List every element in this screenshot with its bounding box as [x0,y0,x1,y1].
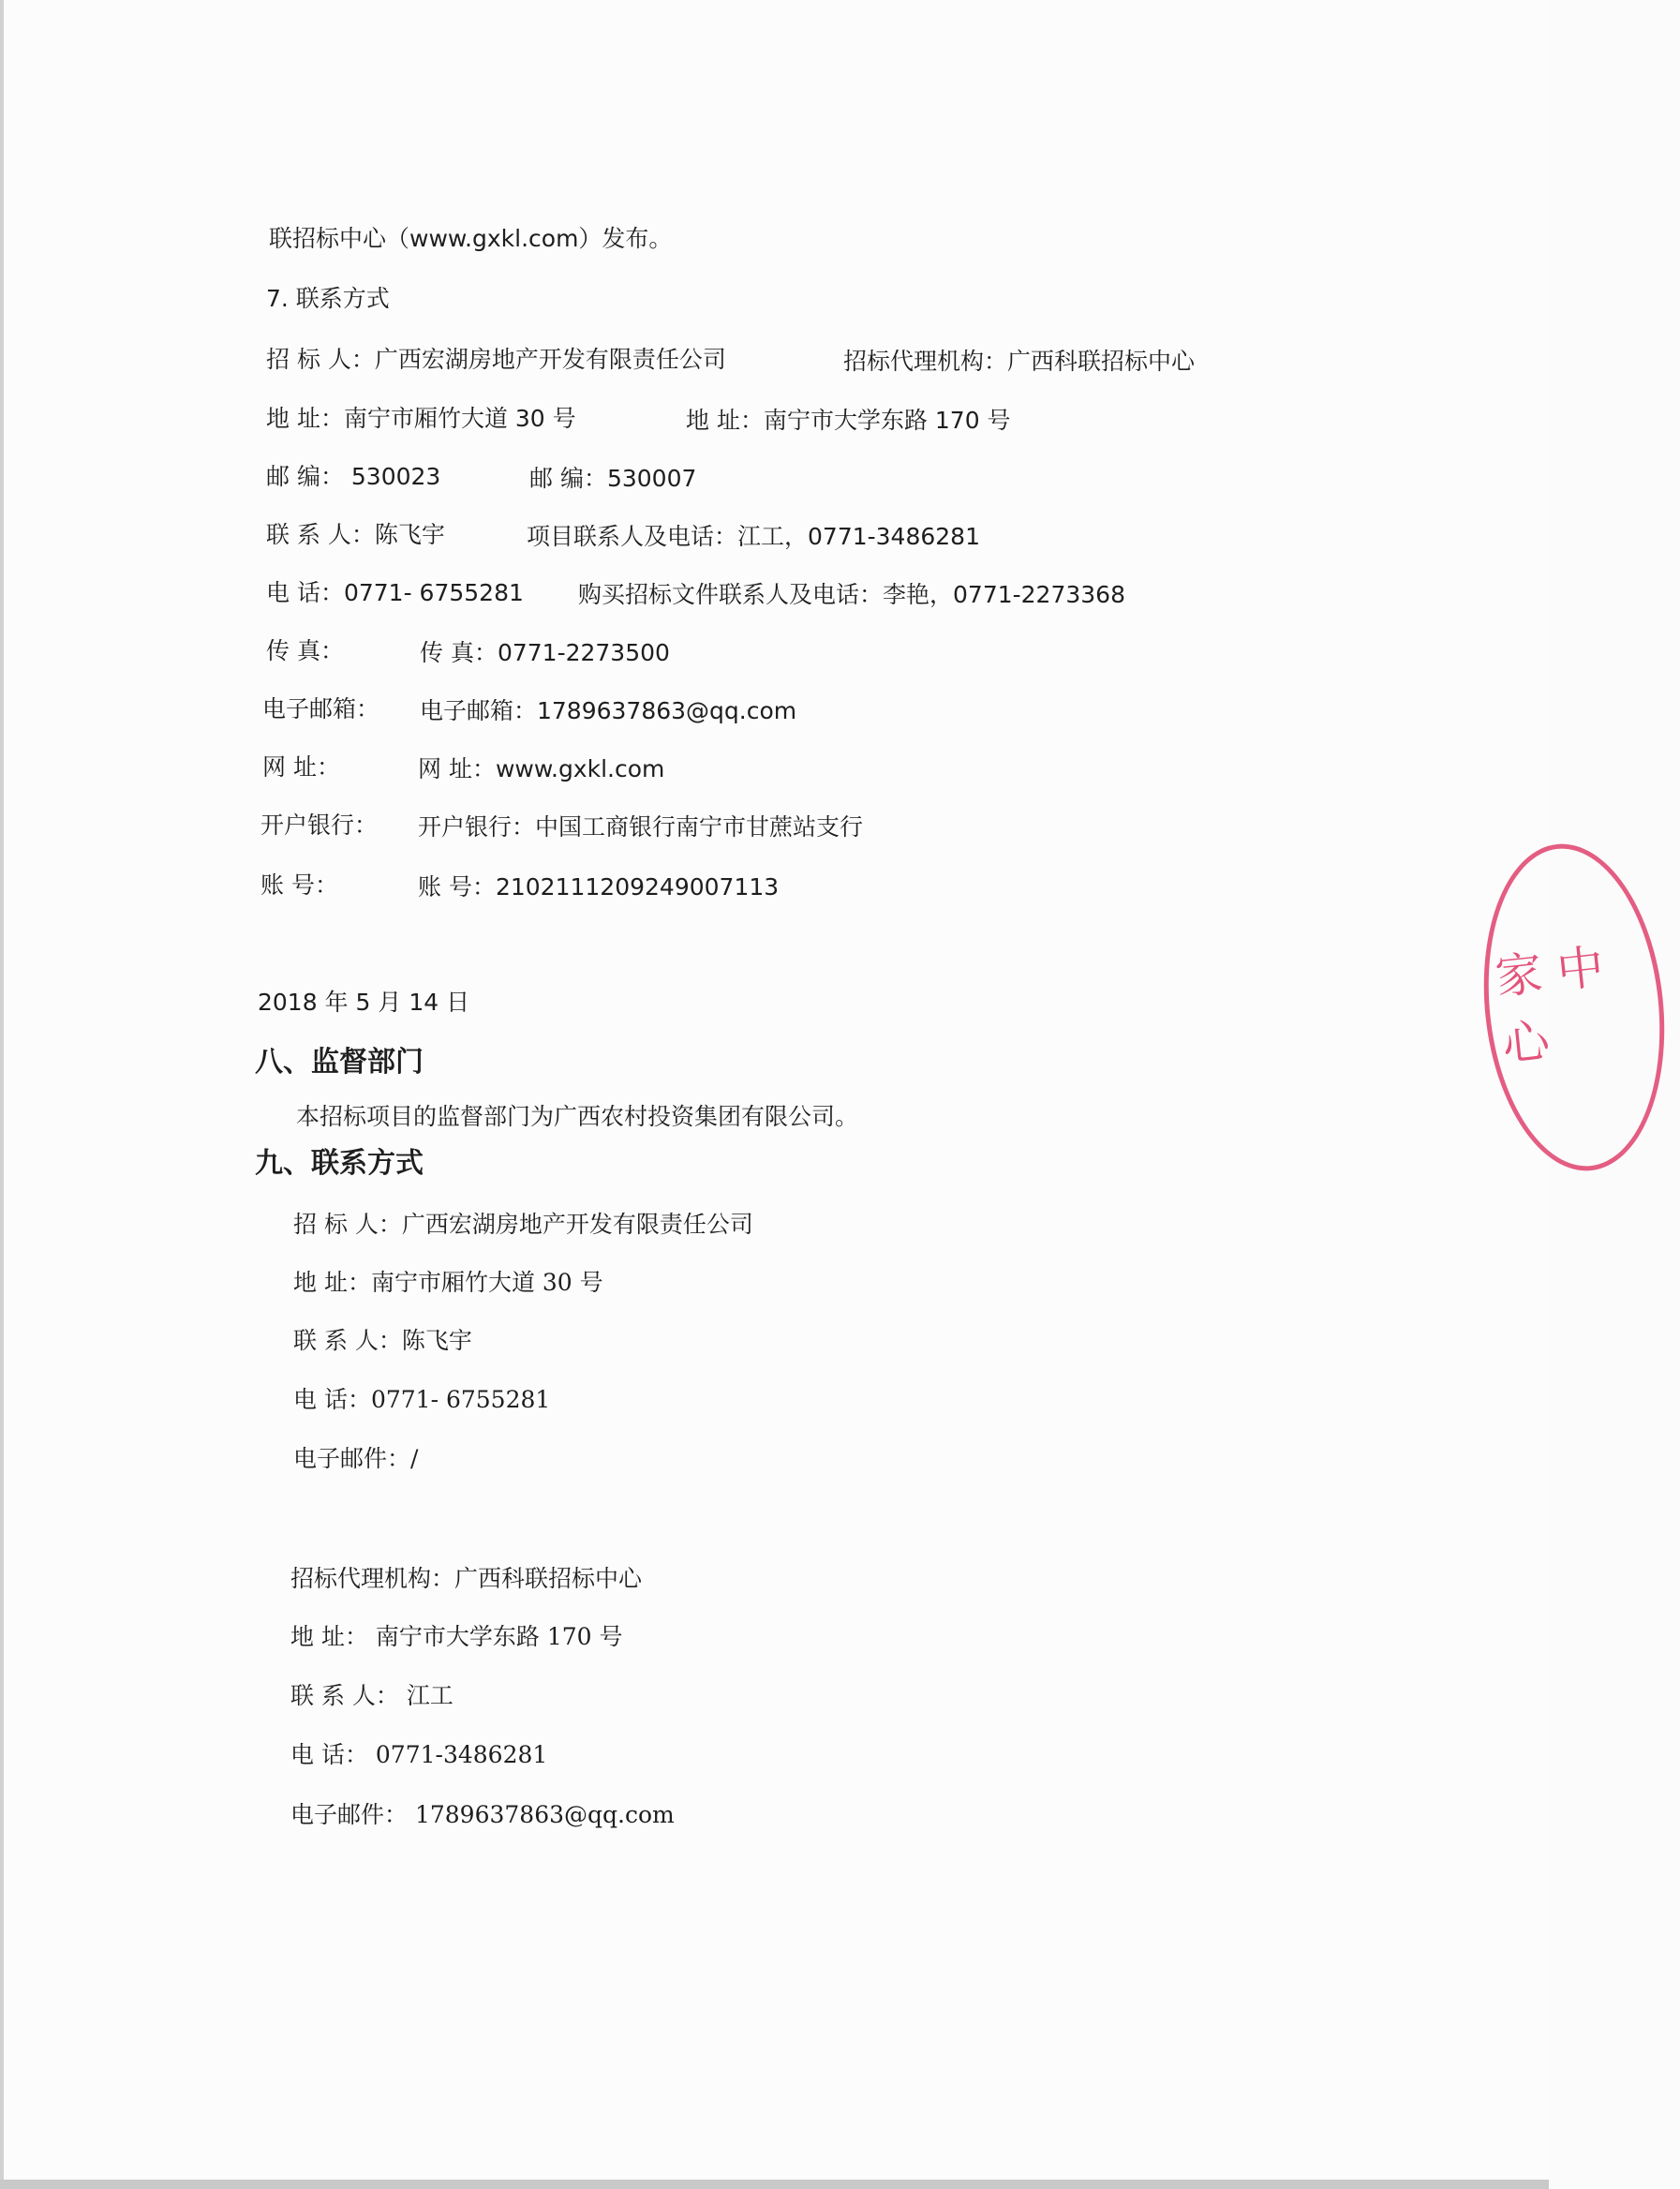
agency-email: 电子邮件： 1789637863@qq.com [290,1801,675,1828]
contact-left-5: 传 真： [266,637,344,664]
section-8-title: 八、监督部门 [255,1046,424,1079]
contact-right-0: 招标代理机构：广西科联招标中心 [843,348,1196,375]
contact-right-9: 账 号：2102111209249007113 [418,873,780,901]
contact-left-0: 招 标 人：广西宏湖房地产开发有限责任公司 [266,346,726,373]
contact-right-3: 项目联系人及电话：江工，0771-3486281 [527,523,980,550]
tenderer-email: 电子邮件：/ [293,1445,419,1472]
contact-right-6: 电子邮箱：1789637863@qq.com [420,697,797,724]
contact-left-3: 联 系 人：陈飞宇 [266,521,445,548]
contact-left-2: 邮 编： 530023 [266,463,441,490]
seal-stamp [1468,835,1680,1180]
contact-left-9: 账 号： [260,871,338,899]
section-7-title: 7. 联系方式 [266,285,390,312]
contact-right-4: 购买招标文件联系人及电话：李艳，0771-2273368 [578,581,1125,608]
seal-text: 家 中 心 [1493,939,1607,1073]
contact-left-6: 电子邮箱： [262,695,380,722]
section-9-title: 九、联系方式 [255,1147,424,1180]
scan-edge [0,0,4,2189]
section-8-body: 本招标项目的监督部门为广西农村投资集团有限公司。 [296,1103,859,1130]
notice-date: 2018 年 5 月 14 日 [258,989,470,1016]
contact-left-4: 电 话：0771- 6755281 [266,579,524,606]
scan-edge-bottom [0,2180,1549,2189]
tenderer-contact: 联 系 人：陈飞宇 [293,1327,472,1354]
tenderer-phone: 电 话：0771- 6755281 [293,1386,551,1413]
agency-name: 招标代理机构：广西科联招标中心 [290,1565,643,1592]
contact-right-7: 网 址：www.gxkl.com [418,755,665,782]
contact-right-5: 传 真：0771-2273500 [420,639,670,666]
tenderer-name: 招 标 人：广西宏湖房地产开发有限责任公司 [293,1211,753,1238]
continuation-text: 联招标中心（www.gxkl.com）发布。 [269,225,673,252]
contact-left-1: 地 址：南宁市厢竹大道 30 号 [266,405,576,432]
contact-left-8: 开户银行： [260,812,379,839]
agency-contact: 联 系 人： 江工 [290,1682,453,1709]
contact-left-7: 网 址： [262,753,340,781]
contact-right-8: 开户银行：中国工商银行南宁市甘蔗站支行 [418,813,864,841]
tenderer-address: 地 址：南宁市厢竹大道 30 号 [293,1269,603,1296]
contact-right-2: 邮 编：530007 [529,465,697,492]
contact-right-1: 地 址：南宁市大学东路 170 号 [686,407,1011,434]
agency-address: 地 址： 南宁市大学东路 170 号 [290,1623,623,1650]
agency-phone: 电 话： 0771-3486281 [290,1741,548,1768]
